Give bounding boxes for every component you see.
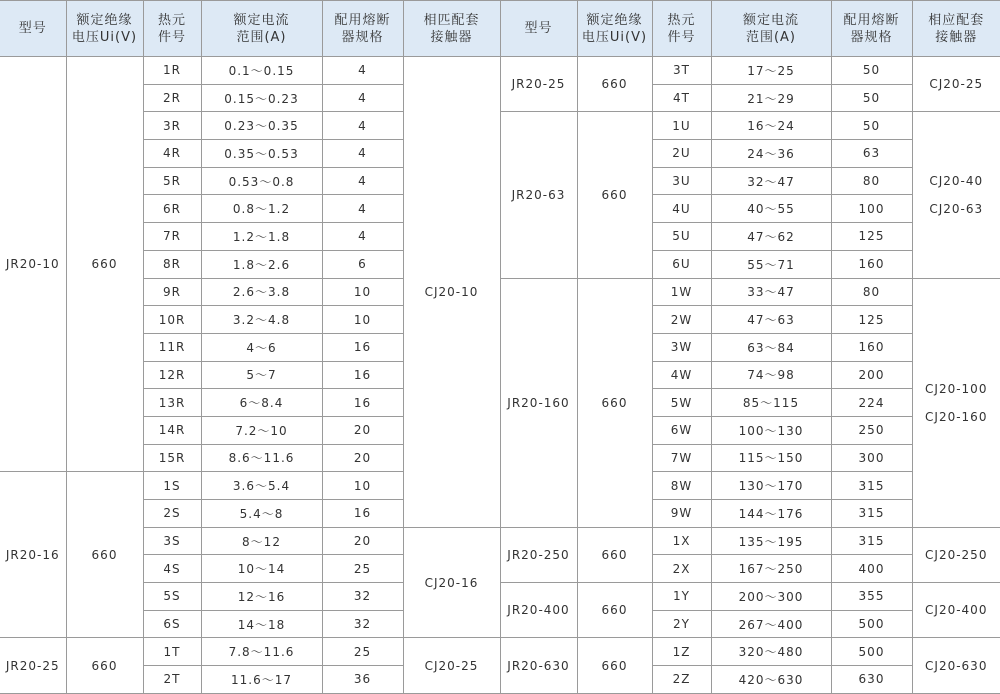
current-range-cell: 47～63 xyxy=(711,306,831,334)
header-element-left xyxy=(143,1,201,57)
fuse-spec-cell: 63 xyxy=(831,140,912,168)
current-range-cell: 267～400 xyxy=(711,610,831,638)
current-range-cell: 8.6～11.6 xyxy=(201,444,322,472)
current-range-cell: 200～300 xyxy=(711,583,831,611)
model-cell: JR20-25 xyxy=(0,638,66,693)
voltage-cell: 660 xyxy=(66,638,143,693)
voltage-cell: 660 xyxy=(577,278,652,527)
element-cell: 7R xyxy=(143,223,201,251)
header-line: 范围(A) xyxy=(236,29,287,45)
current-range-cell: 135～195 xyxy=(711,527,831,555)
current-range-cell: 8～12 xyxy=(201,527,322,555)
header-line: 件号 xyxy=(667,29,696,45)
fuse-spec-cell: 50 xyxy=(831,112,912,140)
contactor-cell xyxy=(912,638,1000,693)
current-range-cell: 3.6～5.4 xyxy=(201,472,322,500)
current-range-cell: 11.6～17 xyxy=(201,666,322,694)
fuse-spec-cell: 125 xyxy=(831,306,912,334)
contactor-model: CJ20-630 xyxy=(925,658,988,673)
contactor-model: CJ20-25 xyxy=(424,658,479,673)
header-line: 电压Ui(V) xyxy=(71,29,138,45)
element-cell: 1W xyxy=(652,278,711,306)
contactor-model: CJ20-40 xyxy=(929,173,984,188)
fuse-spec-cell: 16 xyxy=(322,333,403,361)
fuse-spec-cell: 315 xyxy=(831,472,912,500)
element-cell: 6R xyxy=(143,195,201,223)
element-cell: 6W xyxy=(652,416,711,444)
header-line: 配用熔断 xyxy=(843,12,900,28)
fuse-spec-cell: 630 xyxy=(831,666,912,694)
header-line: 范围(A) xyxy=(745,29,797,45)
element-cell: 1X xyxy=(652,527,711,555)
fuse-spec-cell: 20 xyxy=(322,444,403,472)
header-line: 额定电流 xyxy=(233,12,290,28)
contactor-cell xyxy=(403,527,500,638)
header-fuse-spec-left xyxy=(322,1,403,57)
element-cell: 2T xyxy=(143,666,201,694)
voltage-cell: 660 xyxy=(66,57,143,472)
current-range-cell: 144～176 xyxy=(711,500,831,528)
current-range-cell: 0.8～1.2 xyxy=(201,195,322,223)
fuse-spec-cell: 80 xyxy=(831,167,912,195)
fuse-spec-cell: 160 xyxy=(831,333,912,361)
fuse-spec-cell: 125 xyxy=(831,223,912,251)
current-range-cell: 6～8.4 xyxy=(201,389,322,417)
element-cell: 9R xyxy=(143,278,201,306)
contactor-cell xyxy=(912,583,1000,638)
table-row xyxy=(0,112,1000,140)
current-range-cell: 320～480 xyxy=(711,638,831,666)
fuse-spec-cell: 20 xyxy=(322,416,403,444)
fuse-spec-cell: 4 xyxy=(322,84,403,112)
current-range-cell: 0.1～0.15 xyxy=(201,57,322,85)
fuse-spec-cell: 36 xyxy=(322,666,403,694)
current-range-cell: 63～84 xyxy=(711,333,831,361)
current-range-cell: 14～18 xyxy=(201,610,322,638)
fuse-spec-cell: 160 xyxy=(831,250,912,278)
voltage-cell: 660 xyxy=(577,638,652,693)
fuse-spec-cell: 4 xyxy=(322,223,403,251)
fuse-spec-cell: 32 xyxy=(322,583,403,611)
fuse-spec-cell: 4 xyxy=(322,57,403,85)
fuse-spec-cell: 500 xyxy=(831,638,912,666)
table-row xyxy=(0,583,1000,611)
current-range-cell: 10～14 xyxy=(201,555,322,583)
element-cell: 10R xyxy=(143,306,201,334)
current-range-cell: 1.2～1.8 xyxy=(201,223,322,251)
current-range-cell: 12～16 xyxy=(201,583,322,611)
element-cell: 4S xyxy=(143,555,201,583)
fuse-spec-cell: 10 xyxy=(322,278,403,306)
element-cell: 9W xyxy=(652,500,711,528)
header-line: 热元 xyxy=(667,12,696,28)
contactor-cell xyxy=(912,57,1000,112)
element-cell: 1T xyxy=(143,638,201,666)
element-cell: 13R xyxy=(143,389,201,417)
table-row xyxy=(0,638,1000,666)
element-cell: 8W xyxy=(652,472,711,500)
voltage-cell: 660 xyxy=(577,527,652,582)
current-range-cell: 0.23～0.35 xyxy=(201,112,322,140)
fuse-spec-cell: 4 xyxy=(322,140,403,168)
current-range-cell: 21～29 xyxy=(711,84,831,112)
current-range-cell: 33～47 xyxy=(711,278,831,306)
element-cell: 1Z xyxy=(652,638,711,666)
model-cell: JR20-160 xyxy=(500,278,577,527)
element-cell: 2Y xyxy=(652,610,711,638)
element-cell: 4U xyxy=(652,195,711,223)
header-model-right xyxy=(500,1,577,57)
current-range-cell: 0.15～0.23 xyxy=(201,84,322,112)
header-line: 器规格 xyxy=(850,29,893,45)
header-fuse-spec-right xyxy=(831,1,912,57)
header-line: 件号 xyxy=(157,29,186,45)
element-cell: 3W xyxy=(652,333,711,361)
element-cell: 5U xyxy=(652,223,711,251)
element-cell: 3T xyxy=(652,57,711,85)
element-cell: 15R xyxy=(143,444,201,472)
current-range-cell: 100～130 xyxy=(711,416,831,444)
element-cell: 2W xyxy=(652,306,711,334)
voltage-cell: 660 xyxy=(577,583,652,638)
header-line: 热元 xyxy=(157,12,186,28)
fuse-spec-cell: 6 xyxy=(322,250,403,278)
header-line: 电压Ui(V) xyxy=(581,29,648,45)
header-line: 额定绝缘 xyxy=(586,12,643,28)
current-range-cell: 115～150 xyxy=(711,444,831,472)
fuse-spec-cell: 4 xyxy=(322,195,403,223)
header-element-right xyxy=(652,1,711,57)
contactor-cell xyxy=(912,112,1000,278)
element-cell: 1R xyxy=(143,57,201,85)
header-line: 接触器 xyxy=(430,29,473,45)
element-cell: 2S xyxy=(143,500,201,528)
fuse-spec-cell: 32 xyxy=(322,610,403,638)
contactor-cell xyxy=(403,57,500,528)
contactor-model: CJ20-100 xyxy=(925,381,988,396)
element-cell: 5S xyxy=(143,583,201,611)
element-cell: 12R xyxy=(143,361,201,389)
current-range-cell: 85～115 xyxy=(711,389,831,417)
header-line: 型号 xyxy=(18,21,47,36)
fuse-spec-cell: 100 xyxy=(831,195,912,223)
fuse-spec-cell: 50 xyxy=(831,84,912,112)
header-line: 额定电流 xyxy=(742,12,799,28)
current-range-cell: 5～7 xyxy=(201,361,322,389)
contactor-cell xyxy=(912,278,1000,527)
header-contactor-left xyxy=(403,1,500,57)
header-current-range-left xyxy=(201,1,322,57)
header-line: 额定绝缘 xyxy=(76,12,133,28)
header-contactor-right xyxy=(912,1,1000,57)
contactor-cell xyxy=(403,638,500,693)
header-line: 型号 xyxy=(524,21,553,36)
current-range-cell: 420～630 xyxy=(711,666,831,694)
contactor-model: CJ20-63 xyxy=(929,201,984,216)
fuse-spec-cell: 16 xyxy=(322,500,403,528)
fuse-spec-cell: 315 xyxy=(831,527,912,555)
fuse-spec-cell: 25 xyxy=(322,555,403,583)
element-cell: 11R xyxy=(143,333,201,361)
element-cell: 2Z xyxy=(652,666,711,694)
element-cell: 2X xyxy=(652,555,711,583)
header-line: 配用熔断 xyxy=(334,12,391,28)
element-cell: 6U xyxy=(652,250,711,278)
header-line: 接触器 xyxy=(935,29,978,45)
element-cell: 7W xyxy=(652,444,711,472)
element-cell: 3U xyxy=(652,167,711,195)
current-range-cell: 130～170 xyxy=(711,472,831,500)
fuse-spec-cell: 10 xyxy=(322,306,403,334)
current-range-cell: 40～55 xyxy=(711,195,831,223)
header-voltage-right xyxy=(577,1,652,57)
current-range-cell: 47～62 xyxy=(711,223,831,251)
model-cell: JR20-63 xyxy=(500,112,577,278)
element-cell: 14R xyxy=(143,416,201,444)
fuse-spec-cell: 10 xyxy=(322,472,403,500)
fuse-spec-cell: 80 xyxy=(831,278,912,306)
current-range-cell: 5.4～8 xyxy=(201,500,322,528)
fuse-spec-cell: 50 xyxy=(831,57,912,85)
element-cell: 5W xyxy=(652,389,711,417)
fuse-spec-cell: 250 xyxy=(831,416,912,444)
element-cell: 1S xyxy=(143,472,201,500)
header-row xyxy=(0,1,1000,57)
table-row xyxy=(0,527,1000,555)
current-range-cell: 4～6 xyxy=(201,333,322,361)
current-range-cell: 2.6～3.8 xyxy=(201,278,322,306)
current-range-cell: 24～36 xyxy=(711,140,831,168)
fuse-spec-cell: 4 xyxy=(322,167,403,195)
current-range-cell: 7.8～11.6 xyxy=(201,638,322,666)
element-cell: 4R xyxy=(143,140,201,168)
contactor-model: CJ20-160 xyxy=(925,409,988,424)
current-range-cell: 0.35～0.53 xyxy=(201,140,322,168)
model-cell: JR20-16 xyxy=(0,472,66,638)
current-range-cell: 55～71 xyxy=(711,250,831,278)
header-current-range-right xyxy=(711,1,831,57)
current-range-cell: 17～25 xyxy=(711,57,831,85)
header-line: 相应配套 xyxy=(928,12,985,28)
element-cell: 3R xyxy=(143,112,201,140)
current-range-cell: 32～47 xyxy=(711,167,831,195)
header-voltage-left xyxy=(66,1,143,57)
fuse-spec-cell: 300 xyxy=(831,444,912,472)
voltage-cell: 660 xyxy=(577,112,652,278)
fuse-spec-cell: 16 xyxy=(322,361,403,389)
contactor-model: CJ20-250 xyxy=(925,547,988,562)
contactor-model: CJ20-25 xyxy=(929,77,984,92)
element-cell: 5R xyxy=(143,167,201,195)
fuse-spec-cell: 224 xyxy=(831,389,912,417)
table-row xyxy=(0,278,1000,306)
model-cell: JR20-630 xyxy=(500,638,577,693)
contactor-cell xyxy=(912,527,1000,582)
header-line: 器规格 xyxy=(341,29,384,45)
fuse-spec-cell: 400 xyxy=(831,555,912,583)
current-range-cell: 74～98 xyxy=(711,361,831,389)
element-cell: 2U xyxy=(652,140,711,168)
contactor-model: CJ20-16 xyxy=(424,575,479,590)
contactor-model: CJ20-10 xyxy=(424,284,479,299)
model-cell: JR20-250 xyxy=(500,527,577,582)
header-line: 相匹配套 xyxy=(423,12,480,28)
voltage-cell: 660 xyxy=(577,57,652,112)
model-cell: JR20-25 xyxy=(500,57,577,112)
model-cell: JR20-10 xyxy=(0,57,66,472)
contactor-model: CJ20-400 xyxy=(925,603,988,618)
element-cell: 1Y xyxy=(652,583,711,611)
header-model-left xyxy=(0,1,66,57)
element-cell: 1U xyxy=(652,112,711,140)
fuse-spec-cell: 20 xyxy=(322,527,403,555)
fuse-spec-cell: 16 xyxy=(322,389,403,417)
element-cell: 2R xyxy=(143,84,201,112)
table-row xyxy=(0,57,1000,85)
model-cell: JR20-400 xyxy=(500,583,577,638)
element-cell: 4W xyxy=(652,361,711,389)
current-range-cell: 3.2～4.8 xyxy=(201,306,322,334)
fuse-spec-cell: 4 xyxy=(322,112,403,140)
element-cell: 3S xyxy=(143,527,201,555)
current-range-cell: 16～24 xyxy=(711,112,831,140)
fuse-spec-cell: 25 xyxy=(322,638,403,666)
voltage-cell: 660 xyxy=(66,472,143,638)
current-range-cell: 1.8～2.6 xyxy=(201,250,322,278)
element-cell: 4T xyxy=(652,84,711,112)
element-cell: 6S xyxy=(143,610,201,638)
fuse-spec-cell: 315 xyxy=(831,500,912,528)
fuse-spec-cell: 200 xyxy=(831,361,912,389)
current-range-cell: 0.53～0.8 xyxy=(201,167,322,195)
current-range-cell: 167～250 xyxy=(711,555,831,583)
fuse-spec-cell: 500 xyxy=(831,610,912,638)
current-range-cell: 7.2～10 xyxy=(201,416,322,444)
element-cell: 8R xyxy=(143,250,201,278)
fuse-spec-cell: 355 xyxy=(831,583,912,611)
